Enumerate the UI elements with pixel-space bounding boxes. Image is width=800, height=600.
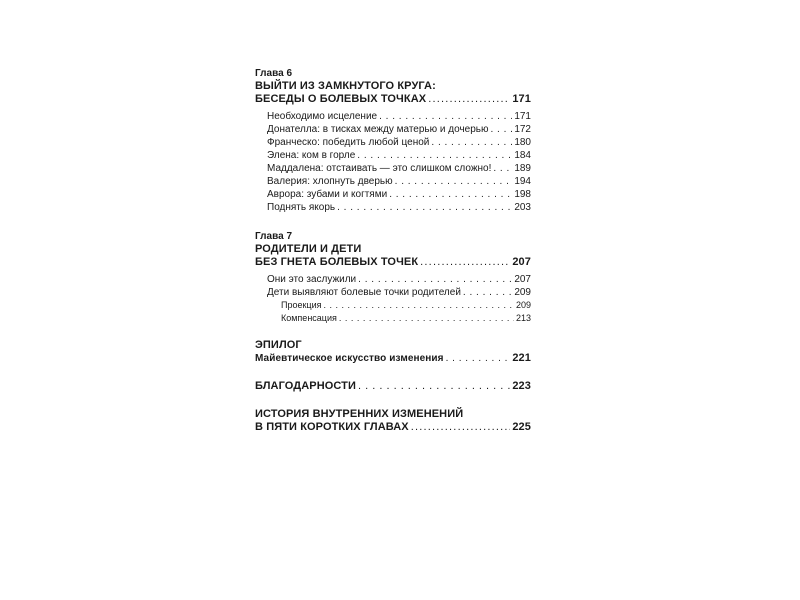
history-title-line1: ИСТОРИЯ ВНУТРЕННИХ ИЗМЕНЕНИЙ (255, 408, 464, 420)
chapter-6-title-line1: ВЫЙТИ ИЗ ЗАМКНУТОГО КРУГА: (255, 80, 436, 92)
chapter-7-label: Глава 7 (255, 231, 293, 242)
dot-leader (358, 380, 510, 393)
entry-title: Валерия: хлопнуть дверью (267, 176, 393, 187)
toc-entry[interactable] (255, 162, 531, 175)
dot-leader (431, 136, 512, 149)
subentry-title: Проекция (281, 300, 322, 310)
entry-title: Маддалена: отстаивать — это слишком сложно! (267, 163, 492, 174)
acknowledgements-row[interactable] (255, 380, 531, 393)
entry-title: Аврора: зубами и когтями (267, 189, 388, 200)
dot-leader (358, 273, 512, 286)
history-title-line2: В ПЯТИ КОРОТКИХ ГЛАВАХ (255, 421, 409, 433)
entry-page: 203 (514, 202, 531, 213)
entry-title: Элена: ком в горле (267, 150, 356, 161)
dot-leader (389, 188, 512, 201)
acknowledgements-title: БЛАГОДАРНОСТИ (255, 380, 357, 392)
toc-subentry[interactable] (255, 299, 531, 312)
toc-entry[interactable] (255, 286, 531, 299)
entry-page: 198 (514, 189, 531, 200)
entry-page: 207 (514, 274, 531, 285)
dot-leader (420, 256, 510, 269)
entry-page: 172 (514, 124, 531, 135)
toc-entry[interactable] (255, 175, 531, 188)
subentry-title: Компенсация (281, 312, 337, 323)
chapter-7 (255, 231, 531, 324)
dot-leader (446, 352, 511, 365)
dot-leader (493, 162, 512, 175)
entry-title: Донателла: в тисках между матерью и дочерью (267, 124, 489, 135)
acknowledgements (255, 380, 531, 393)
dot-leader (339, 312, 514, 325)
entry-page: 189 (514, 163, 531, 174)
epilogue (255, 339, 531, 365)
chapter-6-title-line2: БЕСЕДЫ О БОЛЕВЫХ ТОЧКАХ (255, 93, 427, 105)
epilogue-title-row[interactable] (255, 352, 531, 365)
history-page: 225 (512, 421, 531, 433)
entry-page: 209 (514, 287, 531, 298)
dot-leader (337, 201, 512, 214)
chapter-7-title-row[interactable] (255, 256, 531, 269)
entry-title: Поднять якорь (267, 202, 336, 213)
dot-leader (463, 286, 512, 299)
history-title-row[interactable] (255, 421, 531, 434)
table-of-contents (255, 68, 531, 434)
chapter-6-page: 171 (512, 93, 531, 105)
toc-entry[interactable] (255, 149, 531, 162)
epilogue-title: Майевтическое искусство изменения (255, 353, 444, 364)
dot-leader (491, 123, 513, 136)
subentry-page: 209 (515, 300, 531, 310)
dot-leader (379, 110, 512, 123)
chapter-7-title-line2: БЕЗ ГНЕТА БОЛЕВЫХ ТОЧЕК (255, 256, 419, 268)
toc-entry[interactable] (255, 136, 531, 149)
chapter-6 (255, 68, 531, 214)
entry-title: Франческо: победить любой ценой (267, 137, 430, 148)
dot-leader (395, 175, 513, 188)
acknowledgements-page: 223 (512, 380, 531, 392)
epilogue-page: 221 (512, 352, 531, 364)
subentry-page: 213 (515, 312, 531, 323)
toc-entry[interactable] (255, 123, 531, 136)
chapter-7-title-line1: РОДИТЕЛИ И ДЕТИ (255, 243, 362, 255)
entry-title: Необходимо исцеление (267, 111, 378, 122)
dot-leader (411, 421, 511, 434)
entry-page: 194 (514, 176, 531, 187)
toc-entry[interactable] (255, 110, 531, 123)
toc-entry[interactable] (255, 188, 531, 201)
chapter-6-title-row[interactable] (255, 93, 531, 106)
entry-page: 184 (514, 150, 531, 161)
toc-subentry[interactable] (255, 312, 531, 325)
chapter-6-label: Глава 6 (255, 68, 293, 79)
entry-title: Они это заслужили (267, 274, 357, 285)
dot-leader (323, 299, 513, 312)
entry-title: Дети выявляют болевые точки родителей (267, 287, 461, 298)
dot-leader (357, 149, 512, 162)
history (255, 408, 531, 434)
chapter-6-sections (255, 110, 531, 214)
entry-page: 180 (514, 137, 531, 148)
toc-entry[interactable] (255, 201, 531, 214)
dot-leader (428, 93, 510, 106)
chapter-7-page: 207 (512, 256, 531, 268)
entry-page: 171 (514, 111, 531, 122)
epilogue-label: ЭПИЛОГ (255, 339, 302, 351)
toc-entry[interactable] (255, 273, 531, 286)
